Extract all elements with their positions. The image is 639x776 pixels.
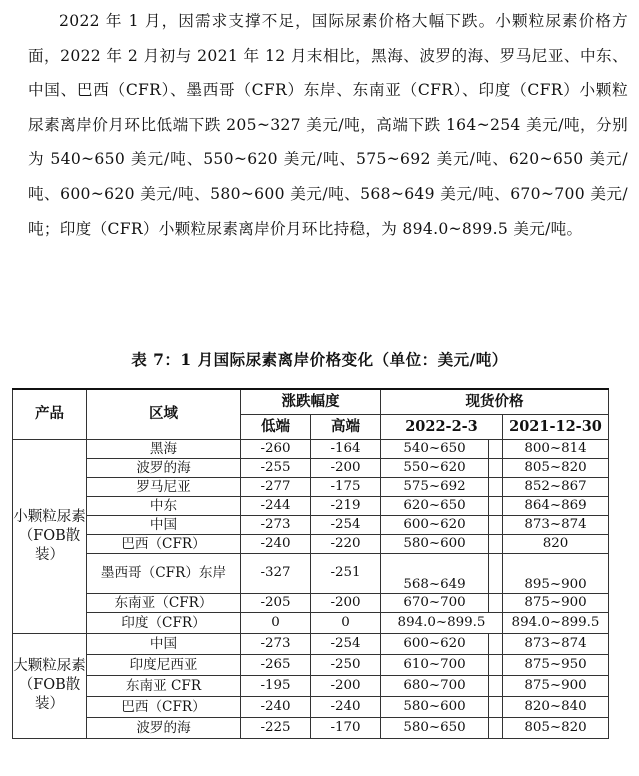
spacer-cell (489, 477, 503, 496)
high-change-cell: -220 (311, 534, 381, 553)
region-cell: 巴西（CFR） (87, 534, 241, 553)
price-2022-cell: 575~692 (381, 477, 489, 496)
header-date-2022: 2022-2-3 (381, 414, 503, 439)
low-change-cell: -240 (241, 696, 311, 717)
low-change-cell: -277 (241, 477, 311, 496)
price-2021-cell: 852~867 (503, 477, 609, 496)
table-row (13, 515, 609, 534)
low-change-cell: -240 (241, 534, 311, 553)
price-2022-cell: 894.0~899.5 (381, 612, 503, 633)
table-row (13, 675, 609, 696)
region-cell: 黑海 (87, 439, 241, 458)
header-high: 高端 (311, 414, 381, 439)
low-change-cell: -265 (241, 654, 311, 675)
price-2021-cell: 805~820 (503, 458, 609, 477)
spacer-cell (489, 515, 503, 534)
price-2021-cell: 805~820 (503, 717, 609, 738)
region-cell: 波罗的海 (87, 458, 241, 477)
region-cell: 巴西（CFR） (87, 696, 241, 717)
spacer-cell (489, 458, 503, 477)
high-change-cell: -200 (311, 593, 381, 612)
high-change-cell: -250 (311, 654, 381, 675)
spacer-cell (489, 439, 503, 458)
table-row (13, 553, 609, 593)
table-row (13, 717, 609, 738)
header-low: 低端 (241, 414, 311, 439)
price-table (12, 388, 609, 739)
price-2022-cell: 670~700 (381, 593, 489, 612)
price-2021-cell: 895~900 (503, 553, 609, 593)
price-2022-cell: 568~649 (381, 553, 489, 593)
header-date-2021: 2021-12-30 (503, 414, 609, 439)
table-row (13, 439, 609, 458)
header-region: 区域 (87, 389, 241, 439)
high-change-cell: -219 (311, 496, 381, 515)
body-paragraph: 2022 年 1 月，因需求支撑不足，国际尿素价格大幅下跌。小颗粒尿素价格方面，2022 年 2 月初与 2021 年 12 月末相比，黑海、波罗的海、罗马尼亚、中东、中国、巴西（CFR）、墨西哥（CFR）东岸、东南亚（CFR）、印度（CFR）小颗粒尿素离岸价月环比低端下跌 205~327 美元/吨，高端下跌 164~254 美元/吨，分别为 540~650 美元/吨、550~620 美元/吨、575~692 美元/吨、620~650 美元/吨、600~620 美元/吨、580~600 美元/吨、568~649 美元/吨、670~700 美元/吨；印度（CFR）小颗粒尿素离岸价月环比持稳，为 894.0~899.5 美元/吨。 (28, 12, 628, 238)
high-change-cell: -251 (311, 553, 381, 593)
price-2021-cell: 820 (503, 534, 609, 553)
low-change-cell: -205 (241, 593, 311, 612)
table-row (13, 612, 609, 633)
low-change-cell: -195 (241, 675, 311, 696)
high-change-cell: -175 (311, 477, 381, 496)
region-cell: 中国 (87, 633, 241, 654)
price-2022-cell: 600~620 (381, 515, 489, 534)
price-2021-cell: 820~840 (503, 696, 609, 717)
region-cell: 中国 (87, 515, 241, 534)
high-change-cell: -164 (311, 439, 381, 458)
price-2021-cell: 800~814 (503, 439, 609, 458)
spacer-cell (489, 534, 503, 553)
table-row (13, 458, 609, 477)
header-change: 涨跌幅度 (241, 389, 381, 414)
low-change-cell: -260 (241, 439, 311, 458)
price-2022-cell: 550~620 (381, 458, 489, 477)
region-cell: 印度（CFR） (87, 612, 241, 633)
table-row (13, 654, 609, 675)
low-change-cell: 0 (241, 612, 311, 633)
high-change-cell: 0 (311, 612, 381, 633)
price-2022-cell: 580~600 (381, 696, 489, 717)
price-2021-cell: 864~869 (503, 496, 609, 515)
low-change-cell: -244 (241, 496, 311, 515)
spacer-cell (489, 696, 503, 717)
product-large-granule: 大颗粒尿素（FOB散装） (13, 633, 87, 738)
region-cell: 波罗的海 (87, 717, 241, 738)
price-2021-cell: 873~874 (503, 515, 609, 534)
region-cell: 墨西哥（CFR）东岸 (87, 553, 241, 593)
table-row (13, 593, 609, 612)
spacer-cell (489, 593, 503, 612)
price-2021-cell: 875~900 (503, 593, 609, 612)
high-change-cell: -240 (311, 696, 381, 717)
price-2022-cell: 620~650 (381, 496, 489, 515)
price-2021-cell: 875~950 (503, 654, 609, 675)
table-row (13, 496, 609, 515)
high-change-cell: -200 (311, 675, 381, 696)
price-2022-cell: 600~620 (381, 633, 489, 654)
spacer-cell (489, 553, 503, 593)
spacer-cell (489, 654, 503, 675)
price-2022-cell: 680~700 (381, 675, 489, 696)
table-row (13, 633, 609, 654)
spacer-cell (489, 717, 503, 738)
table-row (13, 477, 609, 496)
high-change-cell: -254 (311, 515, 381, 534)
region-cell: 中东 (87, 496, 241, 515)
price-2021-cell: 875~900 (503, 675, 609, 696)
low-change-cell: -255 (241, 458, 311, 477)
region-cell: 东南亚 CFR (87, 675, 241, 696)
low-change-cell: -327 (241, 553, 311, 593)
spacer-cell (489, 633, 503, 654)
price-2021-cell: 873~874 (503, 633, 609, 654)
header-spot: 现货价格 (381, 389, 609, 414)
header-product: 产品 (13, 389, 87, 439)
low-change-cell: -273 (241, 633, 311, 654)
low-change-cell: -273 (241, 515, 311, 534)
table-row (13, 534, 609, 553)
low-change-cell: -225 (241, 717, 311, 738)
spacer-cell (489, 496, 503, 515)
product-small-granule: 小颗粒尿素（FOB散装） (13, 439, 87, 633)
price-2022-cell: 580~650 (381, 717, 489, 738)
spacer-cell (489, 675, 503, 696)
region-cell: 印度尼西亚 (87, 654, 241, 675)
price-2022-cell: 610~700 (381, 654, 489, 675)
region-cell: 东南亚（CFR） (87, 593, 241, 612)
high-change-cell: -200 (311, 458, 381, 477)
high-change-cell: -254 (311, 633, 381, 654)
price-2022-cell: 540~650 (381, 439, 489, 458)
price-2022-cell: 580~600 (381, 534, 489, 553)
table-caption: 表 7：1 月国际尿素离岸价格变化（单位：美元/吨） (131, 350, 508, 369)
price-2021-cell: 894.0~899.5 (503, 612, 609, 633)
high-change-cell: -170 (311, 717, 381, 738)
table-row (13, 696, 609, 717)
region-cell: 罗马尼亚 (87, 477, 241, 496)
